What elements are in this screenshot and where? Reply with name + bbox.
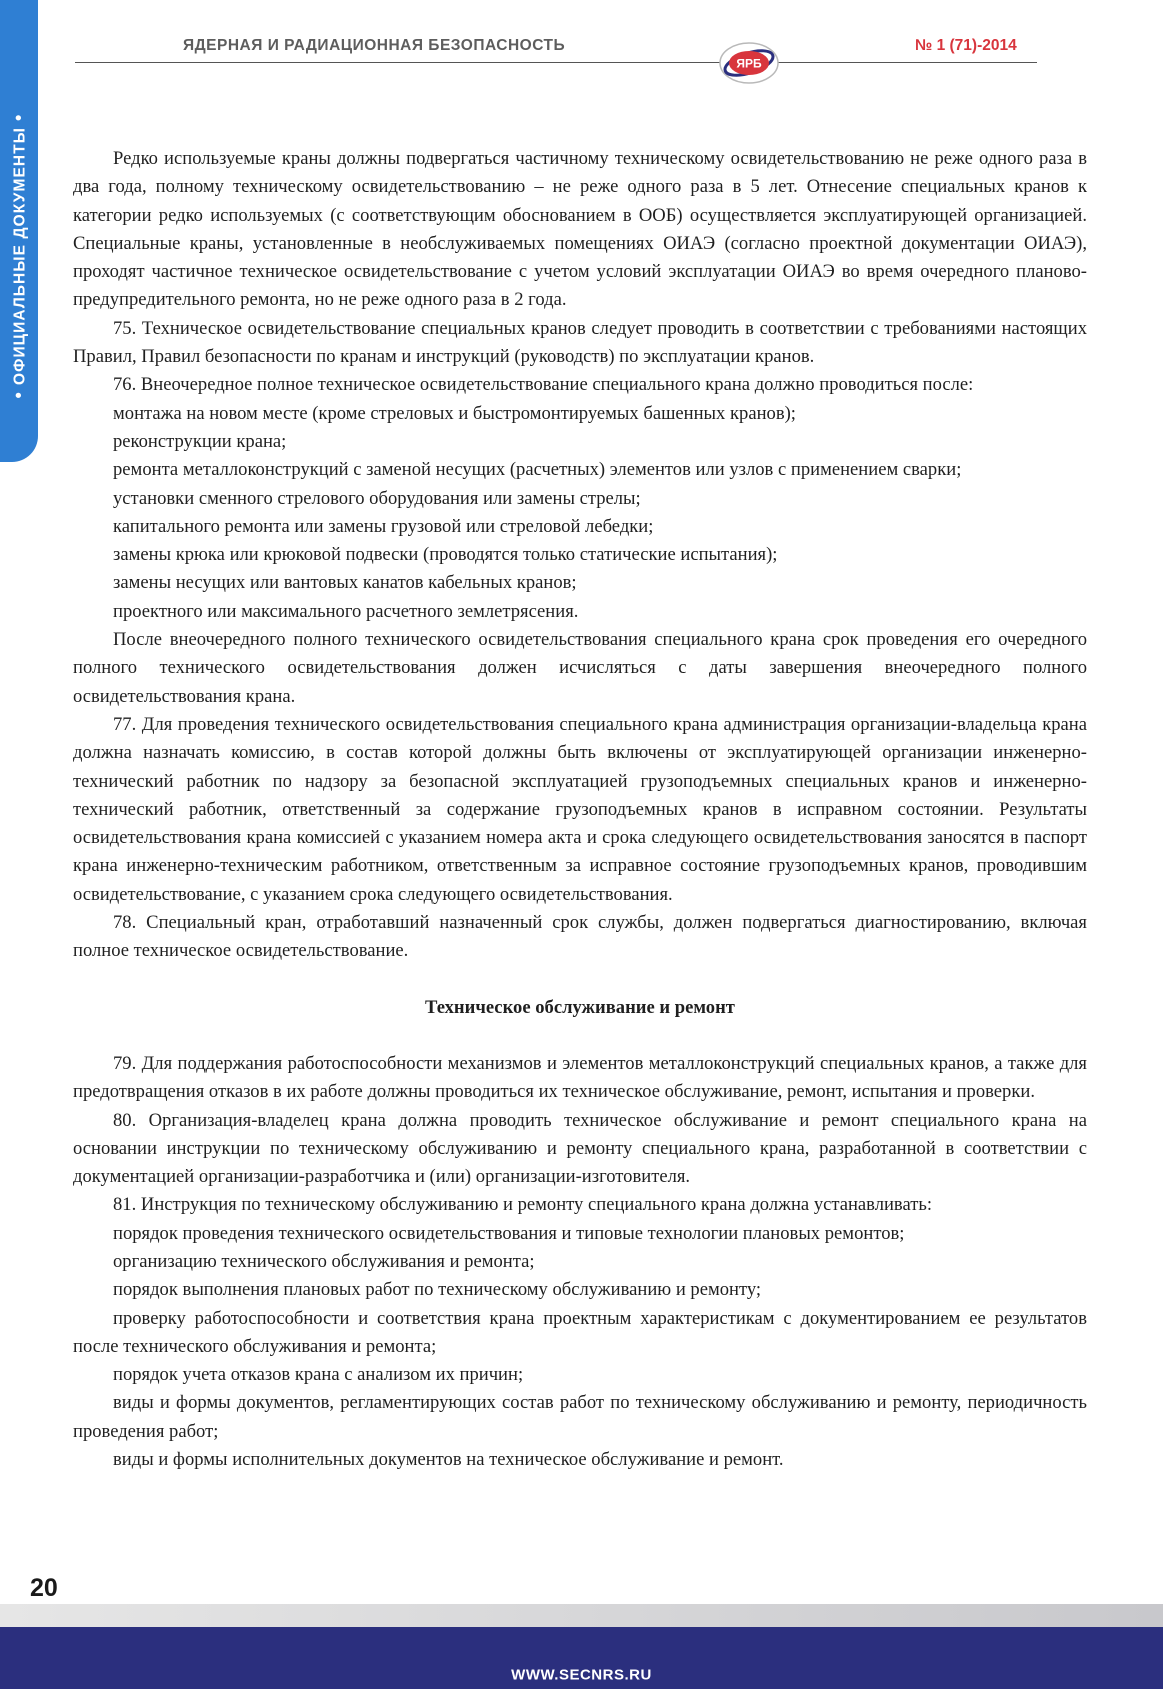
page-number: 20 — [30, 1574, 58, 1602]
journal-title: ЯДЕРНАЯ И РАДИАЦИОННАЯ БЕЗОПАСНОСТЬ — [183, 37, 566, 54]
list-item: монтажа на новом месте (кроме стреловых и быстромонтируемых башенных кранов); — [113, 402, 796, 424]
list-item: виды и формы документов, регламентирующих состав работ по техническому обслуживанию и ремонту, периодичность проведения работ; — [73, 1392, 1087, 1442]
list-item: проектного или максимального расчетного землетрясения. — [113, 600, 579, 622]
list-item: проверку работоспособности и соответствия крана проектным характеристикам с документированием ее результатов после технического обслуживания и ремонта; — [73, 1307, 1087, 1357]
paragraph-76: 76. Внеочередное полное техническое освидетельствование специального крана должно проводиться после: — [113, 374, 974, 396]
journal-logo — [718, 40, 780, 86]
list-item: порядок выполнения плановых работ по техническому обслуживанию и ремонту; — [113, 1279, 762, 1301]
footer-stripe — [0, 1604, 1163, 1627]
paragraph-79: 79. Для поддержания работоспособности механизмов и элементов металлоконструкций специальных кранов, а также для предотвращения отказов в их работе должны проводиться их техническое обслуживание, ремонт, испытания и проверки. — [73, 1052, 1087, 1103]
list-item: организацию технического обслуживания и ремонта; — [113, 1250, 535, 1272]
list-item: реконструкции крана; — [113, 430, 287, 452]
section-side-tab-label: •ОФИЦИАЛЬНЫЕ ДОКУМЕНТЫ• — [8, 113, 29, 399]
list-item: виды и формы исполнительных документов на техническое обслуживание и ремонт. — [113, 1449, 784, 1471]
paragraph: После внеочередного полного технического освидетельствования специального крана срок проведения его очередного полного технического освидетельствования должен исчисляться с даты завершения внеочередного полного освидетельствования крана. — [73, 629, 1087, 707]
list-item: замены несущих или вантовых канатов кабельных кранов; — [113, 572, 577, 594]
list-item: порядок учета отказов крана с анализом их причин; — [113, 1364, 524, 1386]
list-item: ремонта металлоконструкций с заменой несущих (расчетных) элементов или узлов с применением сварки; — [113, 459, 962, 481]
paragraph-81: 81. Инструкция по техническому обслуживанию и ремонту специального крана должна устанавливать: — [113, 1194, 933, 1216]
issue-number: № 1 (71)-2014 — [915, 37, 1017, 54]
list-item: установки сменного стрелового оборудования или замены стрелы; — [113, 487, 641, 509]
list-item: капитального ремонта или замены грузовой или стреловой лебедки; — [113, 515, 654, 537]
article-body — [73, 145, 1087, 1474]
header-divider — [75, 62, 1037, 63]
paragraph-80: 80. Организация-владелец крана должна проводить техническое обслуживание и ремонт специального крана на основании инструкции по техническому обслуживанию и ремонту специального крана, разработанной в соответствии с документацией организации-разработчика и (или) организации-изготовителя. — [73, 1109, 1087, 1188]
section-side-tab — [0, 0, 38, 462]
journal-logo-text: ЯРБ — [736, 56, 762, 71]
paragraph-77: 77. Для проведения технического освидетельствования специального крана администрация организации-владельца крана должна назначать комиссию, в состав которой должны быть включены от эксплуатирующей организации инженерно-технический работник по надзору за безопасной эксплуатацией грузоподъемных специальных кранов и инженерно-технический работник, ответственный за содержание грузоподъемных кранов в исправном состоянии. Результаты освидетельствования крана комиссией с указанием номера акта и срока следующего освидетельствования заносятся в паспорт крана инженерно-техническим работником, ответственным за исправное состояние грузоподъемных кранов, проводившим освидетельствование, с указанием срока следующего освидетельствования. — [73, 713, 1087, 905]
list-item: порядок проведения технического освидетельствования и типовые технологии плановых ремонтов; — [113, 1222, 905, 1244]
section-heading: Техническое обслуживание и ремонт — [425, 996, 735, 1018]
list-item: замены крюка или крюковой подвески (проводятся только статические испытания); — [113, 544, 778, 566]
paragraph-75: 75. Техническое освидетельствование специальных кранов следует проводить в соответствии с требованиями настоящих Правил, Правил безопасности по кранам и инструкций (руководств) по эксплуатации кранов. — [73, 317, 1087, 368]
paragraph-78: 78. Специальный кран, отработавший назначенный срок службы, должен подвергаться диагностированию, включая полное техническое освидетельствование. — [73, 912, 1087, 962]
footer-url: WWW.SECNRS.RU — [511, 1666, 652, 1684]
paragraph: Редко используемые краны должны подвергаться частичному техническому освидетельствованию не реже одного раза в два года, полному техническому освидетельствованию – не реже одного раза в 5 лет. Отнесение специальных кранов к категории редко используемых (с соответствующим обоснованием в ООБ) осуществляется эксплуатирующей организацией. Специальные краны, установленные в необслуживаемых помещениях ОИАЭ (согласно проектной документации ОИАЭ), проходят частичное техническое освидетельствование с учетом условий эксплуатации ОИАЭ во время очередного планово-предупредительного ремонта, но не реже одного раза в 2 года. — [73, 148, 1087, 311]
